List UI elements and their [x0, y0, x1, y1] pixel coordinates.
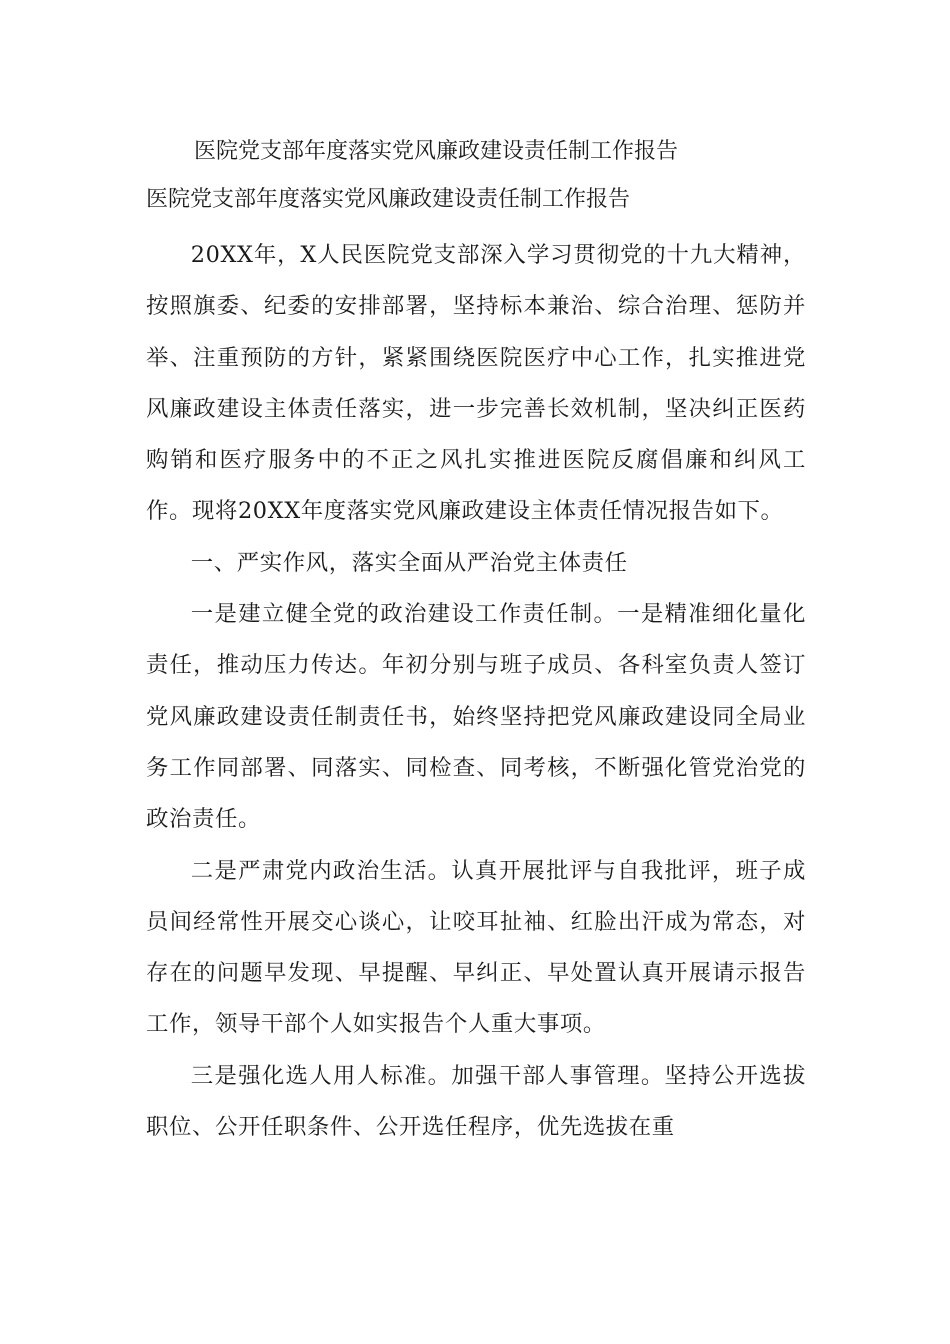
paragraph-intro: 20XX年，X人民医院党支部深入学习贯彻党的十九大精神，按照旗委、纪委的安排部署，坚持标本兼治、综合治理、惩防并举、注重预防的方针，紧紧围绕医院医疗中心工作，扎实推进党风廉政建设主体责任落实，进一步完善长效机制，坚决纠正医药购销和医疗服务中的不正之风扎实推进医院反腐倡廉和纠风工作。现将20XX年度落实党风廉政建设主体责任情况报告如下。	[146, 242, 806, 525]
document-body	[146, 230, 806, 1153]
document-title: 医院党支部年度落实党风廉政建设责任制工作报告	[194, 139, 679, 164]
paragraph-responsibility: 一是建立健全党的政治建设工作责任制。一是精准细化量化责任，推动压力传达。年初分别与班子成员、各科室负责人签订党风廉政建设责任制责任书，始终坚持把党风廉政建设同全局业务工作同部署、同落实、同检查、同考核，不断强化管党治党的政治责任。	[146, 601, 806, 833]
document-subtitle: 医院党支部年度落实党风廉政建设责任制工作报告	[146, 187, 631, 212]
paragraph-personnel: 三是强化选人用人标准。加强干部人事管理。坚持公开选拔职位、公开任职条件、公开选任程序，优先选拔在重	[146, 1062, 806, 1141]
section-heading-1: 一、严实作风，落实全面从严治党主体责任	[190, 549, 628, 576]
paragraph-political-life: 二是严肃党内政治生活。认真开展批评与自我批评，班子成员间经常性开展交心谈心，让咬耳扯袖、红脸出汗成为常态，对存在的问题早发现、早提醒、早纠正、早处置认真开展请示报告工作，领导干部个人如实报告个人重大事项。	[146, 857, 806, 1038]
